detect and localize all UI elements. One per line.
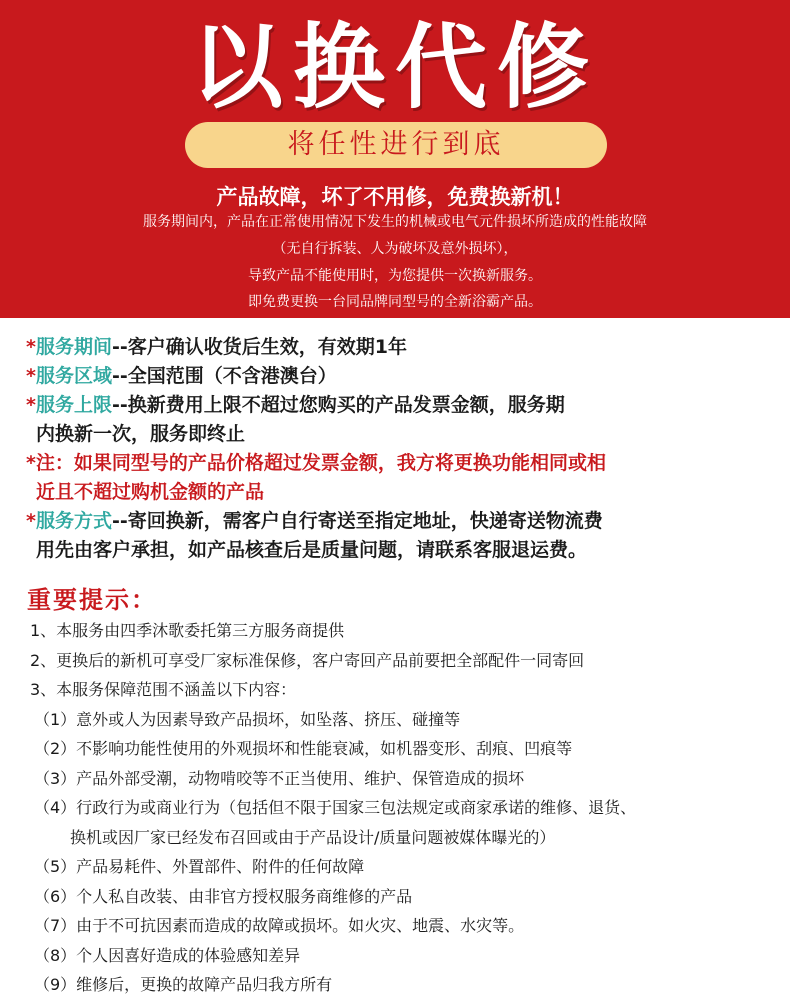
tip-item: 3、本服务保障范围不涵盖以下内容： [30,680,297,699]
term-star: * [26,394,36,416]
term-service-limit-cont: 内换新一次，服务即终止 [36,423,246,445]
term-star: * [26,365,36,387]
term-note-cont: 近且不超过购机金额的产品 [36,481,265,503]
banner-headline: 产品故障，坏了不用修，免费换新机！ [216,185,574,209]
important-tips-title: 重要提示： [27,586,157,614]
term-service-limit [26,391,776,420]
term-text: --寄回换新，需客户自行寄送至指定地址，快递寄送物流费 [111,510,603,532]
exclusion-item: （8）个人因喜好造成的体验感知差异 [34,945,301,965]
exclusion-item: （1）意外或人为因素导致产品损坏，如坠落、挤压、碰撞等 [34,709,461,729]
service-terms [26,333,776,565]
term-label: 服务方式 [35,510,112,532]
term-note: *注：如果同型号的产品价格超过发票金额，我方将更换功能相同或相 [26,452,606,474]
exclusion-item: （7）由于不可抗因素而造成的故障或损坏。如火灾、地震、水灾等。 [34,916,525,935]
tip-item: 1、本服务由四季沐歌委托第三方服务商提供 [30,621,345,640]
term-text: --客户确认收货后生效，有效期1年 [111,336,407,358]
slogan-pill: 将任性进行到底 [185,122,607,168]
term-star: * [26,336,36,358]
term-star: * [26,510,36,532]
header-banner [0,0,790,318]
term-text: --换新费用上限不超过您购买的产品发票金额，服务期 [111,394,565,416]
term-text: --全国范围（不含港澳台） [111,365,337,387]
term-service-period [26,333,776,362]
exclusion-item: （2）不影响功能性使用的外观损坏和性能衰减，如机器变形、刮痕、凹痕等 [34,739,573,758]
term-label: 服务区域 [35,365,112,387]
term-service-area [26,362,776,391]
exclusion-item-cont: 换机或因厂家已经发布召回或由于产品设计/质量问题被媒体曝光的） [70,827,556,847]
tip-item: 2、更换后的新机可享受厂家标准保修，客户寄回产品前要把全部配件一同寄回 [30,650,585,670]
exclusion-item: （9）维修后，更换的故障产品归我方所有 [34,975,333,994]
term-service-method [26,507,776,536]
term-service-method-cont: 用先由客户承担，如产品核查后是质量问题，请联系客服退运费。 [36,539,588,561]
banner-line-2: （无自行拆装、人为破坏及意外损坏）， [272,241,518,257]
exclusion-item: （4）行政行为或商业行为（包括但不限于国家三包法规定或商家承诺的维修、退货、 [34,798,637,817]
term-label: 服务期间 [35,336,112,358]
important-tips [30,616,780,1000]
banner-line-4: 即免费更换一台同品牌同型号的全新浴霸产品。 [248,294,542,310]
banner-line-3: 导致产品不能使用时，为您提供一次换新服务。 [248,268,542,284]
banner-line-1: 服务期间内，产品在正常使用情况下发生的机械或电气元件损坏所造成的性能故障 [143,214,647,230]
exclusion-item: （5）产品易耗件、外置部件、附件的任何故障 [34,857,365,876]
term-label: 服务上限 [35,394,112,416]
exclusion-item: （6）个人私自改装、由非官方授权服务商维修的产品 [34,886,413,906]
page-title: 以换代修 [190,14,599,121]
exclusion-item: （3）产品外部受潮，动物啃咬等不正当使用、维护、保管造成的损坏 [34,768,525,788]
